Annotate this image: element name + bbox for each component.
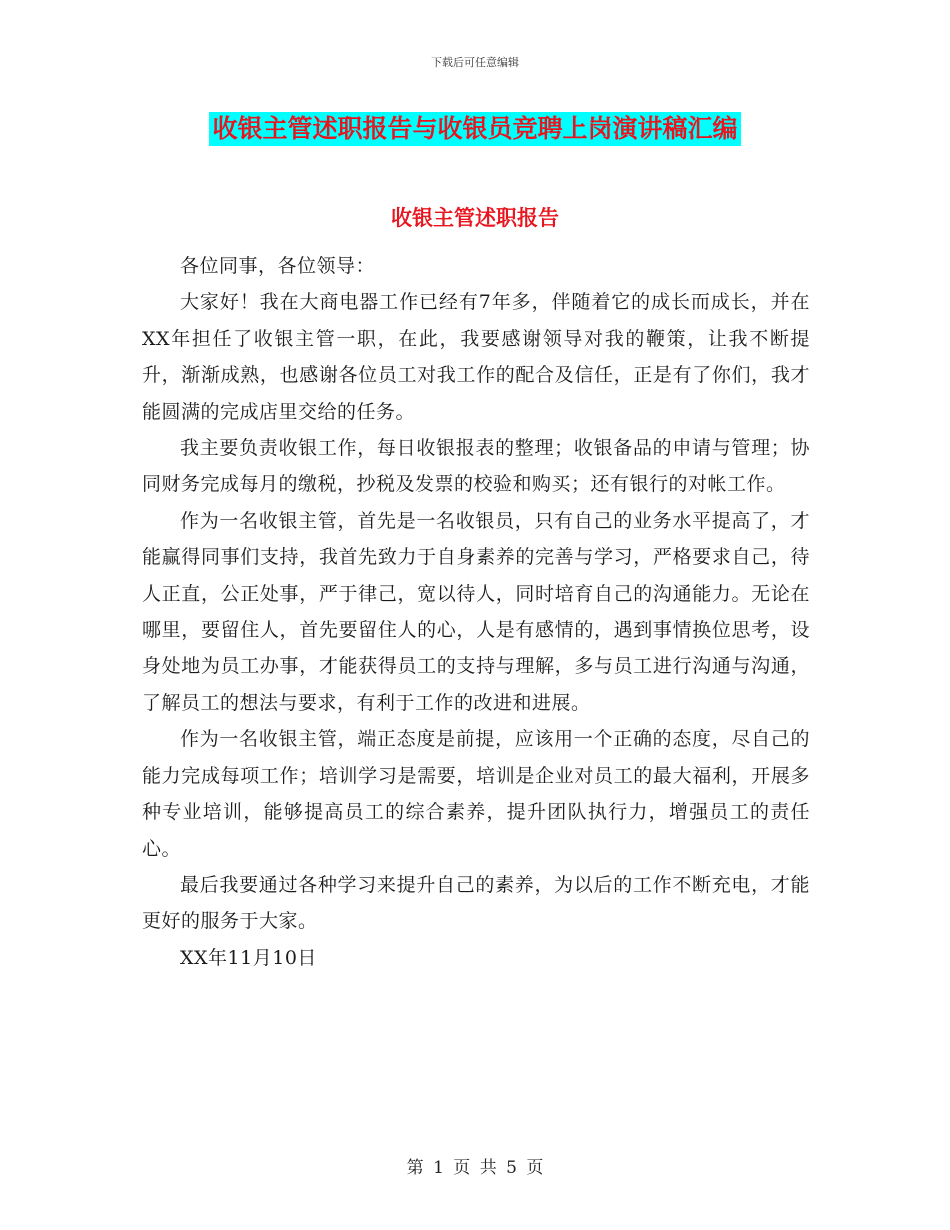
document-title-wrapper: [0, 112, 950, 146]
salutation-paragraph: 各位同事，各位领导：: [180, 255, 376, 277]
page-number: 第 1 页 共 5 页: [406, 1158, 544, 1178]
body-paragraph: 作为一名收银主管，端正态度是前提，应该用一个正确的态度，尽自己的能力完成每项工作；培训学习是需要，培训是企业对员工的最大福利，开展多种专业培训，能够提高员工的综合素养，提升团队执行力，增强员工的责任心。: [142, 728, 810, 860]
body-paragraph: 最后我要通过各种学习来提升自己的素养，为以后的工作不断充电，才能更好的服务于大家。: [142, 873, 810, 933]
body-paragraph: 大家好！我在大商电器工作已经有7年多，伴随着它的成长而成长，并在XX年担任了收银主管一职，在此，我要感谢领导对我的鞭策，让我不断提升，渐渐成熟，也感谢各位员工对我工作的配合及信任，正是有了你们，我才能圆满的完成店里交给的任务。: [142, 291, 810, 423]
page-header-note: 下载后可任意编辑: [431, 56, 519, 69]
section-title: 收银主管述职报告: [391, 206, 559, 230]
body-paragraph: 我主要负责收银工作，每日收银报表的整理；收银备品的申请与管理；协同财务完成每月的缴税，抄税及发票的校验和购买；还有银行的对帐工作。: [142, 437, 810, 496]
date-paragraph: XX年11月10日: [180, 946, 317, 969]
document-body: [142, 248, 810, 976]
document-title: 收银主管述职报告与收银员竞聘上岗演讲稿汇编: [209, 112, 740, 146]
body-paragraph: 作为一名收银主管，首先是一名收银员，只有自己的业务水平提高了，才能赢得同事们支持，我首先致力于自身素养的完善与学习，严格要求自己，待人正直，公正处事，严于律己，宽以待人，同时培育自己的沟通能力。无论在哪里，要留住人，首先要留住人的心，人是有感情的，遇到事情换位思考，设身处地为员工办事，才能获得员工的支持与理解，多与员工进行沟通与沟通，了解员工的想法与要求，有利于工作的改进和进展。: [142, 509, 810, 714]
